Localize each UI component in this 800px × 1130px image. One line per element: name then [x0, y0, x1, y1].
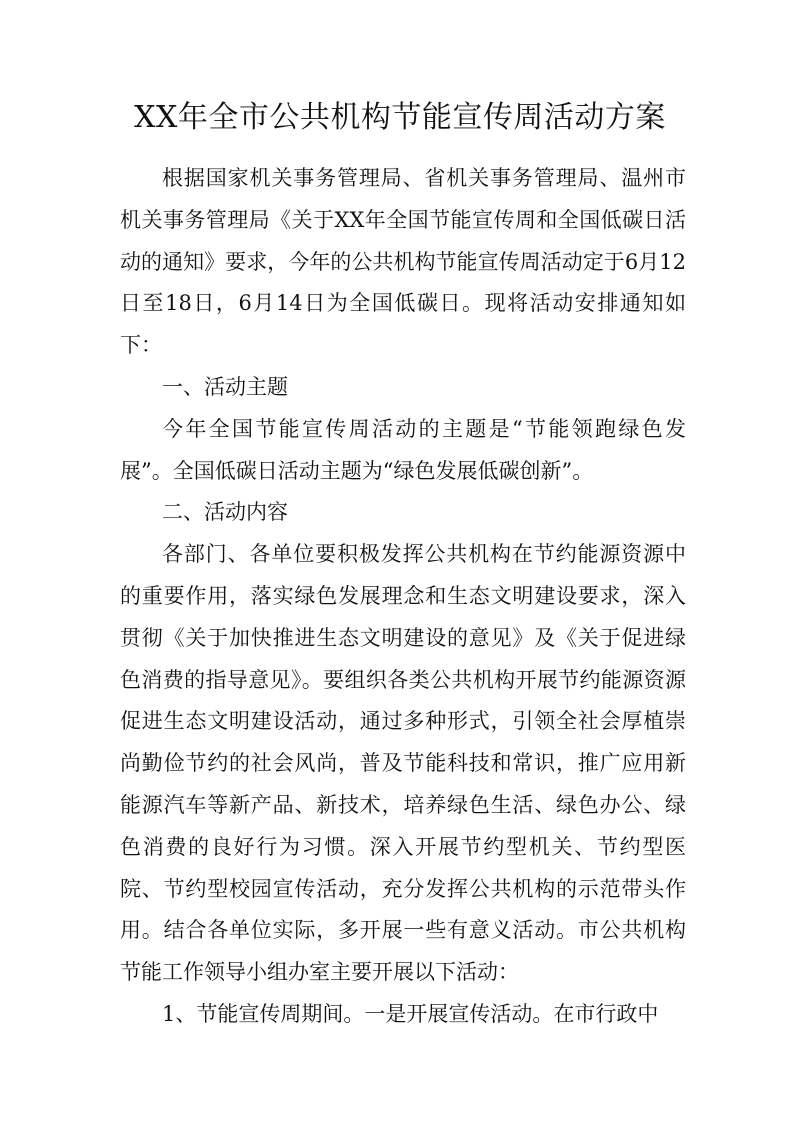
activity-item-paragraph: 1、节能宣传周期间。一是开展宣传活动。在市行政中: [162, 1001, 659, 1026]
section-heading-content: 二、活动内容: [162, 500, 288, 525]
section-heading-theme: 一、活动主题: [162, 374, 288, 399]
content-paragraph: 各部门、各单位要积极发挥公共机构在节约能源资源中的重要作用，落实绿色发展理念和生态文明建设要求，深入贯彻《关于加快推进生态文明建设的意见》及《关于促进绿色消费的指导意见》。要组织各类公共机构开展节约能源资源促进生态文明建设活动，通过多种形式，引领全社会厚植崇尚勤俭节约的社会风尚，普及节能科技和常识，推广应用新能源汽车等新产品、新技术，培养绿色生活、绿色办公、绿色消费的良好行为习惯。深入开展节约型机关、节约型医院、节约型校园宣传活动，充分发挥公共机构的示范带头作用。结合各单位实际，多开展一些有意义活动。市公共机构节能工作领导小组办室主要开展以下活动：: [120, 542, 686, 985]
intro-paragraph: 根据国家机关事务管理局、省机关事务管理局、温州市机关事务管理局《关于XX年全国节能宣传周和全国低碳日活动的通知》要求，今年的公共机构节能宣传周活动定于6月12日至18日，6月14日为全国低碳日。现将活动安排通知如下：: [120, 166, 686, 358]
document-title: XX年全市公共机构节能宣传周活动方案: [134, 100, 666, 135]
theme-paragraph: 今年全国节能宣传周活动的主题是“节能领跑绿色发展”。全国低碳日活动主题为“绿色发展低碳创新”。: [120, 416, 686, 483]
document-body: [120, 158, 686, 1036]
